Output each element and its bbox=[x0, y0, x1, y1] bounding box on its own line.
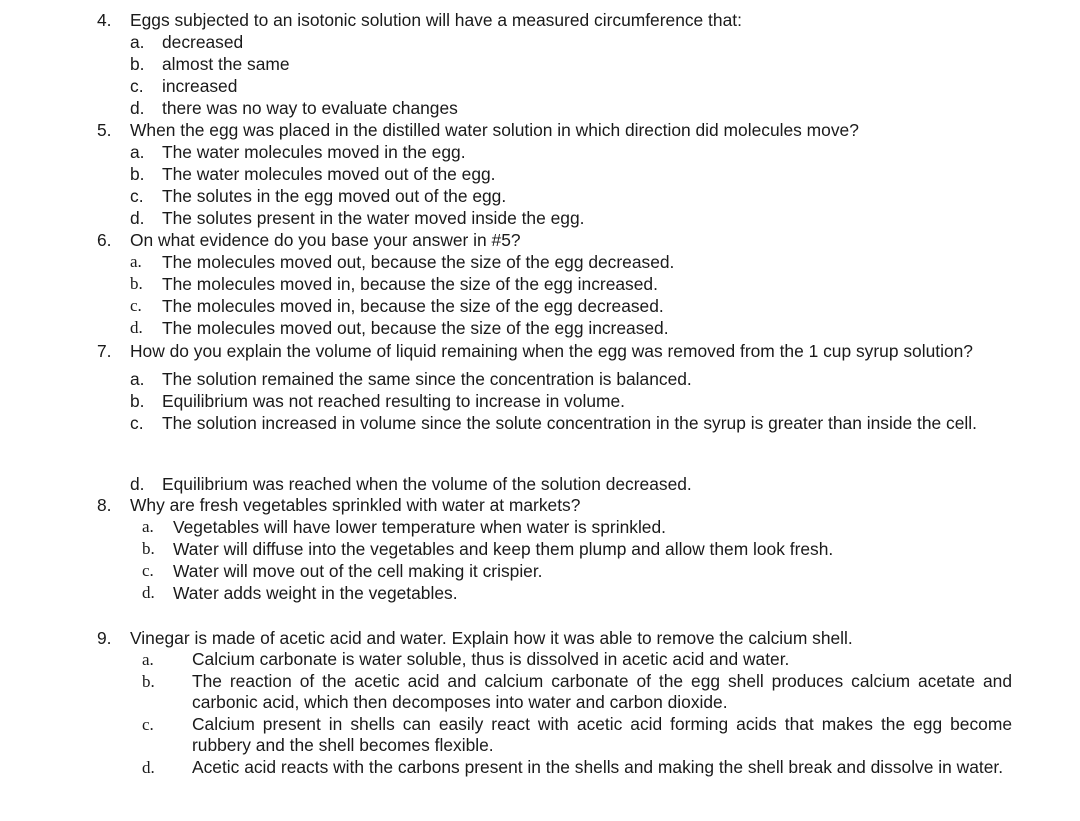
option-d bbox=[130, 473, 1012, 495]
option-a bbox=[130, 251, 1012, 273]
question-number: 5. bbox=[97, 120, 112, 140]
question-text: Vinegar is made of acetic acid and water. Explain how it was able to remove the calcium shell. bbox=[130, 628, 853, 648]
option-letter: c. bbox=[130, 76, 144, 96]
option-b bbox=[130, 53, 1012, 75]
question-7-stem bbox=[97, 340, 1012, 368]
option-text: Water will diffuse into the vegetables and keep them plump and allow them look fresh. bbox=[173, 539, 834, 559]
option-letter: d. bbox=[130, 474, 145, 494]
question-6-stem bbox=[97, 229, 1012, 251]
option-letter: c. bbox=[142, 561, 154, 580]
option-letter: a. bbox=[130, 32, 145, 52]
option-text: The solutes present in the water moved inside the egg. bbox=[162, 208, 585, 228]
option-text: The molecules moved in, because the size of the egg increased. bbox=[162, 274, 658, 294]
question-5 bbox=[97, 119, 1012, 229]
question-number: 9. bbox=[97, 628, 112, 648]
option-text: increased bbox=[162, 76, 238, 96]
question-text: How do you explain the volume of liquid remaining when the egg was removed from the 1 cup syrup solution? bbox=[130, 341, 973, 361]
question-7-option-d-block bbox=[97, 473, 1012, 495]
option-d bbox=[130, 207, 1012, 229]
option-letter: b. bbox=[130, 164, 145, 184]
option-letter: b. bbox=[142, 671, 155, 691]
option-letter: d. bbox=[142, 583, 155, 602]
option-letter: b. bbox=[130, 54, 145, 74]
option-d bbox=[142, 582, 1012, 604]
option-letter: c. bbox=[130, 413, 144, 433]
option-text: The reaction of the acetic acid and calcium carbonate of the egg shell produces calcium acetate and carbonic acid, which then decomposes into water and carbon dioxide. bbox=[192, 670, 1012, 712]
question-text: Why are fresh vegetables sprinkled with water at markets? bbox=[130, 495, 581, 515]
option-text: Water adds weight in the vegetables. bbox=[173, 583, 458, 603]
option-text: Acetic acid reacts with the carbons present in the shells and making the shell break and dissolve in water. bbox=[192, 756, 1004, 777]
question-9-stem bbox=[97, 627, 1012, 649]
option-a bbox=[130, 31, 1012, 53]
option-text: The solutes in the egg moved out of the egg. bbox=[162, 186, 507, 206]
option-letter: a. bbox=[142, 517, 154, 536]
option-c bbox=[130, 185, 1012, 207]
question-6 bbox=[97, 229, 1012, 339]
option-b bbox=[142, 538, 1012, 560]
option-a bbox=[130, 368, 1012, 390]
option-b bbox=[130, 273, 1012, 295]
option-text: Equilibrium was reached when the volume of the solution decreased. bbox=[162, 474, 692, 494]
option-b bbox=[130, 390, 1012, 412]
question-number: 8. bbox=[97, 495, 112, 515]
option-c bbox=[142, 714, 1012, 757]
option-d bbox=[130, 97, 1012, 119]
option-letter: b. bbox=[130, 274, 143, 293]
option-d bbox=[142, 757, 1012, 779]
option-b bbox=[130, 163, 1012, 185]
option-d bbox=[130, 317, 1012, 339]
option-a bbox=[130, 141, 1012, 163]
option-text: Vegetables will have lower temperature when water is sprinkled. bbox=[173, 517, 666, 537]
option-letter: d. bbox=[142, 757, 155, 777]
option-letter: d. bbox=[130, 318, 143, 337]
option-letter: a. bbox=[130, 369, 145, 389]
option-text: The water molecules moved in the egg. bbox=[162, 142, 466, 162]
option-text: Water will move out of the cell making it crispier. bbox=[173, 561, 543, 581]
option-c bbox=[142, 560, 1012, 582]
option-text: The solution increased in volume since the solute concentration in the syrup is greater than inside the cell. bbox=[162, 413, 977, 433]
option-text: The water molecules moved out of the egg. bbox=[162, 164, 496, 184]
question-text: When the egg was placed in the distilled water solution in which direction did molecules move? bbox=[130, 120, 859, 140]
option-c bbox=[130, 295, 1012, 317]
option-letter: d. bbox=[130, 208, 145, 228]
option-a bbox=[142, 516, 1012, 538]
option-text: Calcium present in shells can easily react with acetic acid forming acids that makes the egg become rubbery and the shell becomes flexible. bbox=[192, 713, 1012, 755]
option-letter: a. bbox=[130, 252, 142, 271]
option-letter: a. bbox=[142, 650, 154, 669]
option-b bbox=[142, 671, 1012, 714]
question-9 bbox=[97, 627, 1012, 778]
option-letter: a. bbox=[130, 142, 145, 162]
option-letter: c. bbox=[130, 296, 142, 315]
option-text: Calcium carbonate is water soluble, thus is dissolved in acetic acid and water. bbox=[192, 649, 790, 669]
question-8-stem bbox=[97, 494, 1012, 516]
option-letter: b. bbox=[130, 391, 145, 411]
option-text: The solution remained the same since the concentration is balanced. bbox=[162, 369, 692, 389]
option-letter: d. bbox=[130, 98, 145, 118]
option-text: Equilibrium was not reached resulting to increase in volume. bbox=[162, 391, 626, 411]
option-letter: b. bbox=[142, 539, 155, 558]
option-letter: c. bbox=[142, 714, 154, 734]
option-text: decreased bbox=[162, 32, 244, 52]
question-number: 7. bbox=[97, 341, 112, 361]
question-number: 4. bbox=[97, 10, 112, 30]
option-c bbox=[130, 412, 1012, 434]
option-text: there was no way to evaluate changes bbox=[162, 98, 458, 118]
question-text: Eggs subjected to an isotonic solution will have a measured circumference that: bbox=[130, 10, 742, 30]
option-text: almost the same bbox=[162, 54, 290, 74]
question-5-stem bbox=[97, 119, 1012, 141]
question-8 bbox=[97, 494, 1012, 604]
option-a bbox=[142, 649, 1012, 671]
option-text: The molecules moved in, because the size of the egg decreased. bbox=[162, 296, 664, 316]
question-7 bbox=[97, 340, 1012, 434]
option-text: The molecules moved out, because the size of the egg increased. bbox=[162, 318, 669, 338]
question-text: On what evidence do you base your answer in #5? bbox=[130, 230, 521, 250]
question-4 bbox=[97, 9, 1012, 119]
option-c bbox=[130, 75, 1012, 97]
question-4-stem bbox=[97, 9, 1012, 31]
option-text: The molecules moved out, because the size of the egg decreased. bbox=[162, 252, 675, 272]
question-number: 6. bbox=[97, 230, 112, 250]
option-letter: c. bbox=[130, 186, 144, 206]
